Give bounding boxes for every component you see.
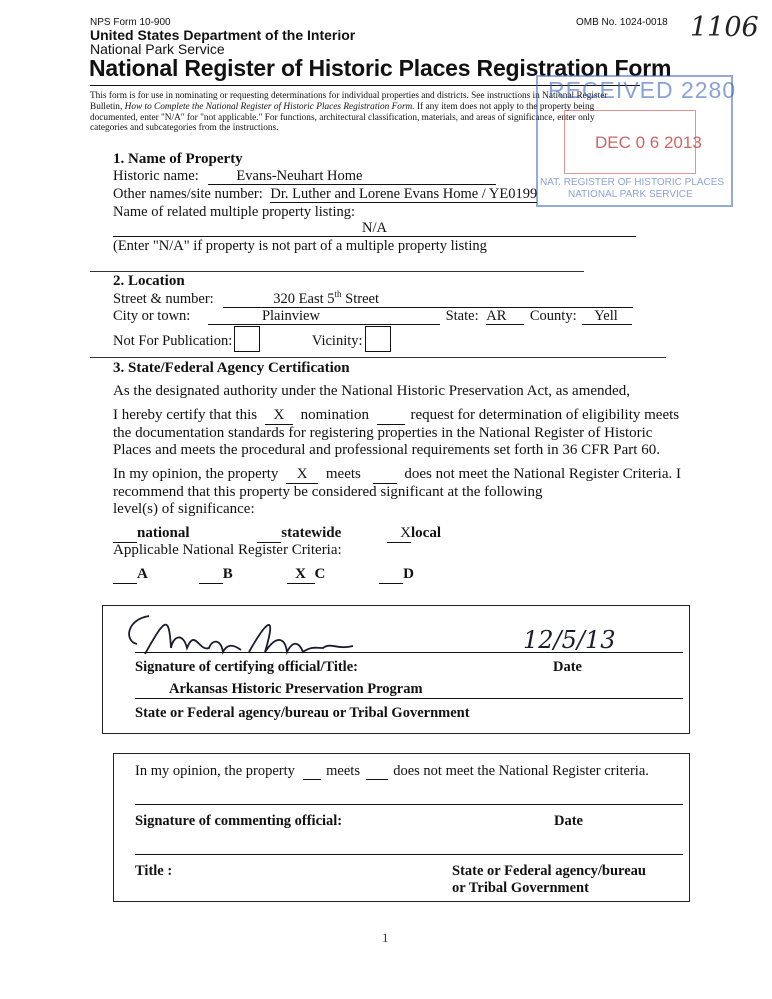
comment-does-not-meet-label: does not meet the National Register criteria. [393, 763, 649, 779]
opinion-paragraph [113, 466, 681, 519]
comment-signature-line [135, 804, 683, 805]
city-value: Plainview [208, 309, 440, 325]
related-listing-label [113, 204, 355, 221]
form-number: NPS Form 10-900 [90, 17, 171, 28]
state-label: State: [445, 308, 479, 324]
vicinity-label: Vicinity: [311, 333, 363, 349]
certify-text: I hereby certify that this [113, 407, 258, 423]
does-not-meet-mark [373, 467, 397, 484]
stamp-date: DEC 0 6 2013 [595, 133, 702, 152]
section-3-heading: 3. State/Federal Agency Certification [113, 360, 350, 376]
criteria-row [113, 566, 414, 584]
related-listing-value: N/A [113, 221, 636, 237]
comment-opinion-row [135, 763, 649, 780]
certifying-agency-label: State or Federal agency/bureau or Tribal Government [135, 705, 470, 721]
request-mark [377, 408, 405, 425]
certifying-official-box [102, 605, 690, 734]
intro-bulletin-title: How to Complete the National Register of Historic Places Registration Form. [124, 101, 415, 112]
criterion-d-mark [379, 567, 403, 584]
intro-bulletin: Bulletin, [90, 101, 125, 112]
statewide-mark [257, 526, 281, 543]
county-value: Yell [582, 309, 632, 325]
section-1-divider [90, 271, 584, 272]
handwritten-date: 12/5/13 [523, 626, 616, 654]
opinion-line-2: recommend that this property be considered significant at the following [113, 483, 543, 500]
statewide-label: statewide [281, 525, 342, 541]
criterion-a-label: A [137, 566, 148, 582]
intro-line-1: This form is for use in nominating or requesting determinations for individual properties and districts. See instructions in National Register [90, 91, 608, 101]
service-name: National Park Service [90, 41, 225, 57]
related-listing-note: (Enter "N/A" if property is not part of a multiple property listing [113, 238, 487, 254]
other-names-row [113, 186, 537, 203]
intro-text [90, 91, 607, 134]
commenting-agency-line-1: State or Federal agency/bureau [452, 863, 646, 879]
meets-label: meets [325, 466, 361, 482]
commenting-signature-label: Signature of commenting official: [135, 813, 343, 829]
stamp-register-line: NAT. REGISTER OF HISTORIC PLACES [540, 177, 725, 188]
criteria-label: Applicable National Register Criteria: [113, 542, 342, 558]
criterion-b-label: B [222, 566, 233, 582]
opinion-line-1 [113, 466, 681, 484]
county-label: County: [529, 308, 577, 324]
comment-meets-mark [303, 764, 321, 780]
city-label: City or town: [113, 308, 191, 324]
section-2-heading: 2. Location [113, 273, 185, 289]
department-name: United States Department of the Interior [90, 27, 356, 43]
intro-line-3: documented, enter "N/A" for "not applicable." For functions, architectural classification, materials, and areas of significance, enter only [90, 112, 595, 123]
certifying-signature-label: Signature of certifying official/Title: [135, 659, 358, 675]
street-value [223, 290, 633, 308]
not-for-publication-checkbox[interactable] [234, 326, 260, 352]
comment-title-line [135, 854, 683, 855]
form-title: National Register of Historic Places Registration Form [89, 55, 672, 81]
state-value: AR [486, 309, 524, 325]
certification-line-1 [113, 407, 679, 425]
commenting-official-box [113, 753, 690, 902]
street-row [113, 290, 633, 308]
opinion-line-3: level(s) of significance: [113, 501, 255, 518]
street-label: Street & number: [113, 290, 214, 307]
criterion-b-mark [199, 567, 223, 584]
commenting-agency-label [452, 863, 646, 897]
certifying-date-label: Date [553, 659, 582, 675]
national-mark [113, 526, 137, 543]
certification-line-3: Places and meets the procedural and professional requirements set forth in 36 CFR Part 60. [113, 442, 660, 459]
criterion-d-label: D [403, 566, 414, 582]
omb-number: OMB No. 1024-0018 [576, 17, 668, 28]
program-line [135, 698, 683, 699]
received-stamp [536, 75, 737, 207]
received-stamp-text: RECEIVED 2280 [548, 77, 737, 103]
certification-paragraph [113, 407, 679, 460]
criterion-c-mark: X [287, 567, 315, 584]
nomination-label: nomination [300, 407, 369, 423]
historic-name-value: Evans-Neuhart Home [208, 169, 496, 185]
criterion-a-mark [113, 567, 137, 584]
page-number: 1 [382, 930, 389, 945]
publication-row [113, 326, 391, 352]
agency-program-name: Arkansas Historic Preservation Program [169, 681, 423, 697]
request-label: request for determination of eligibility meets [410, 407, 680, 423]
handwritten-record-number: 1106 [690, 12, 759, 43]
does-not-meet-label: does not meet the National Register Criteria. I [404, 466, 681, 482]
intro-line-4: categories and subcategories from the instructions. [90, 123, 279, 134]
signature-line [135, 652, 683, 653]
certification-line-2: the documentation standards for registering properties in the National Register of Historic [113, 424, 653, 441]
historic-name-row [113, 168, 496, 185]
other-names-value: Dr. Luther and Lorene Evans Home / YE0199 [270, 186, 538, 202]
opinion-text: In my opinion, the property [113, 466, 279, 482]
intro-line-2 [90, 102, 607, 113]
nomination-mark: X [265, 408, 293, 425]
comment-does-not-meet-mark [366, 764, 388, 780]
intro-line-2-end: If any item does not apply to the property being [414, 101, 595, 112]
other-names-label: Other names/site number: [113, 186, 263, 202]
street-name: Street [341, 290, 379, 307]
certification-authority-text: As the designated authority under the National Historic Preservation Act, as amended, [113, 383, 630, 399]
local-label: local [411, 525, 442, 541]
not-for-publication-label: Not For Publication: [113, 333, 233, 349]
street-number: 320 East 5 [273, 290, 335, 307]
street-suffix-sup: th [334, 289, 342, 299]
local-mark: X [387, 526, 411, 543]
stamp-service-line: NATIONAL PARK SERVICE [568, 189, 693, 200]
commenting-title-label: Title : [135, 863, 173, 879]
comment-opinion-text: In my opinion, the property [135, 763, 295, 779]
comment-meets-label: meets [326, 763, 360, 779]
vicinity-checkbox[interactable] [365, 326, 391, 352]
significance-levels-row [113, 525, 441, 543]
criterion-c-label: C [314, 566, 326, 582]
related-listing-label-text: Name of related multiple property listing: [113, 204, 356, 220]
commenting-date-label: Date [554, 813, 583, 829]
section-1-heading: 1. Name of Property [113, 151, 243, 167]
historic-name-label: Historic name: [113, 168, 199, 184]
section-2-divider [90, 357, 666, 358]
commenting-agency-line-2: or Tribal Government [452, 880, 589, 896]
meets-mark: X [286, 467, 318, 484]
stamp-date-box [564, 110, 702, 174]
national-label: national [137, 525, 190, 541]
city-row [113, 308, 632, 325]
